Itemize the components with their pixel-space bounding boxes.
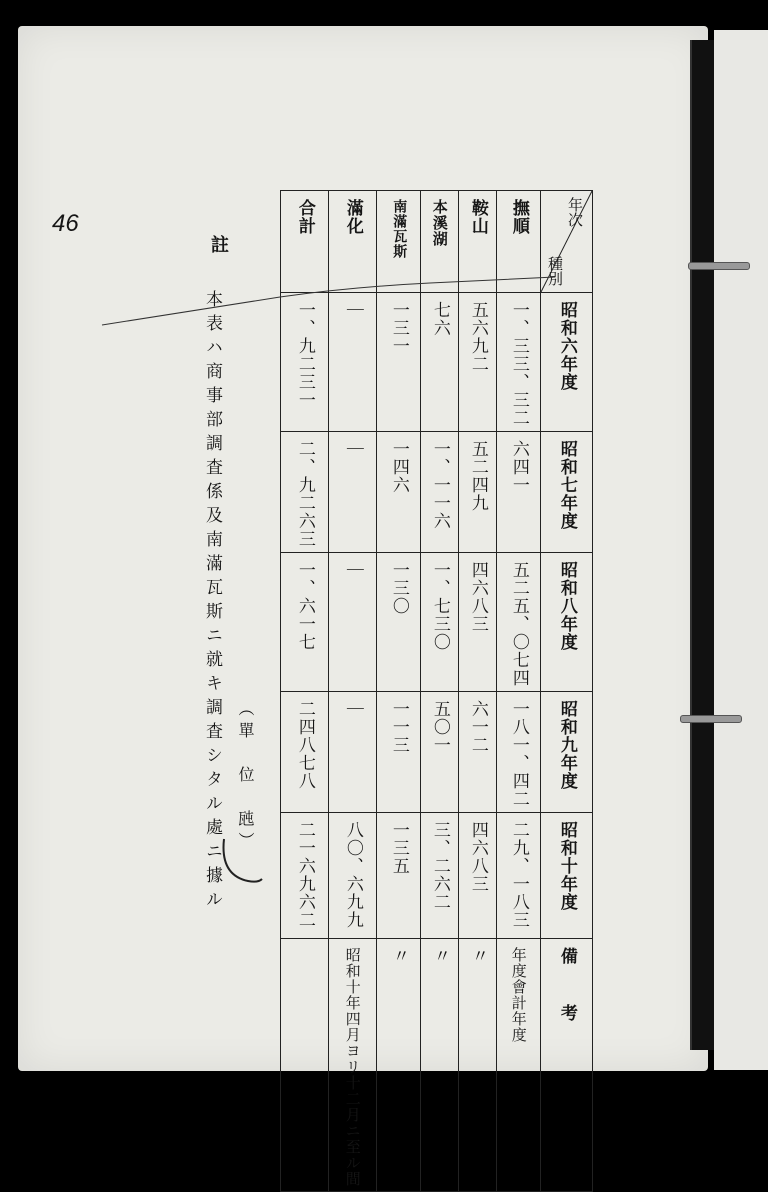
page-number: 46 (52, 210, 79, 237)
value-manka-s6: ｜ (342, 301, 363, 319)
year-header-s7: 昭和七年度 (556, 440, 577, 530)
value-manka-s8: ｜ (342, 561, 363, 579)
note-heading: 註 (208, 235, 229, 253)
value-anshan-s7: 五二四九 (467, 440, 488, 512)
value-gas-s10: 一三五 (388, 821, 409, 875)
table-row (281, 813, 593, 939)
value-fushun-s10: 二九、一八三 (508, 821, 529, 929)
value-anshan-s10: 四六八三 (467, 821, 488, 893)
remark-anshan: 〃 (467, 947, 488, 965)
corner-label-year: 年次 (566, 197, 584, 227)
value-manka-s10: 八〇、六九九 (342, 821, 363, 929)
value-total-s7: 二、九二六三 (294, 440, 315, 548)
value-honkeiko-s10: 三、二六二 (429, 821, 450, 911)
value-gas-s6: 一三一 (388, 301, 409, 355)
value-honkeiko-s9: 五〇一 (429, 700, 450, 754)
binding-clip-top (688, 262, 750, 270)
year-header-s10: 昭和十年度 (556, 821, 577, 911)
year-header-s6: 昭和六年度 (556, 301, 577, 391)
value-total-s6: 一、九二三一 (294, 301, 315, 409)
value-gas-s8: 一三〇 (388, 561, 409, 615)
value-manka-s9: ｜ (342, 700, 363, 718)
row-label-nanman-gas: 南滿瓦斯 (377, 191, 421, 293)
value-fushun-s6: 一、三三、三二 (508, 301, 529, 427)
value-gas-s9: 一一三 (388, 700, 409, 754)
value-honkeiko-s8: 一、七三〇 (429, 561, 450, 651)
value-gas-s7: 一四六 (388, 440, 409, 494)
book-gutter (690, 40, 716, 1050)
value-anshan-s6: 五六九二 (467, 301, 488, 373)
value-fushun-s8: 五二五、〇七四 (508, 561, 529, 687)
value-fushun-s7: 六四一 (508, 440, 529, 494)
year-header-s9: 昭和九年度 (556, 700, 577, 790)
value-anshan-s8: 四六八三 (467, 561, 488, 633)
year-header-s8: 昭和八年度 (556, 561, 577, 651)
note-text: 本表ハ商事部調査係及南滿瓦斯ニ就キ調査シタル處ニ據ル (202, 290, 222, 914)
value-honkeiko-s7: 一、一一六 (429, 440, 450, 530)
value-total-s10: 二一六九六二 (294, 821, 315, 929)
pencil-stroke (100, 275, 560, 335)
row-label-total: 合計 (281, 191, 329, 293)
facing-page-edge (714, 30, 768, 1070)
row-label-manka: 滿化 (329, 191, 377, 293)
value-fushun-s9: 一八一、四二 (508, 700, 529, 808)
unit-label: （單 位 瓲） (236, 700, 255, 854)
value-manka-s7: ｜ (342, 440, 363, 458)
value-anshan-s9: 六一二 (467, 700, 488, 754)
binding-clip-bottom (680, 715, 742, 723)
table-row-remarks (281, 939, 593, 1192)
remark-manka: 昭和十年四月ヨリ十二月ニ至ル間 (343, 947, 362, 1187)
table-row (281, 692, 593, 813)
bracket-mark (218, 835, 268, 895)
row-label-anshan: 鞍山 (459, 191, 497, 293)
row-label-honkeiko: 本溪湖 (421, 191, 459, 293)
corner-label-type: 種別 (546, 256, 564, 286)
remarks-header: 備考 (556, 947, 577, 1061)
value-total-s8: 一、六一七 (294, 561, 315, 651)
table-row (281, 432, 593, 553)
remark-honkeiko: 〃 (429, 947, 450, 965)
table-row (281, 553, 593, 692)
remark-gas: 〃 (388, 947, 409, 965)
remark-fushun: 年度會計年度 (509, 947, 528, 1043)
value-total-s9: 二四八七八 (294, 700, 315, 790)
statistics-table (280, 190, 593, 1192)
value-honkeiko-s6: 七六 (429, 301, 450, 337)
row-label-fushun: 撫順 (497, 191, 541, 293)
